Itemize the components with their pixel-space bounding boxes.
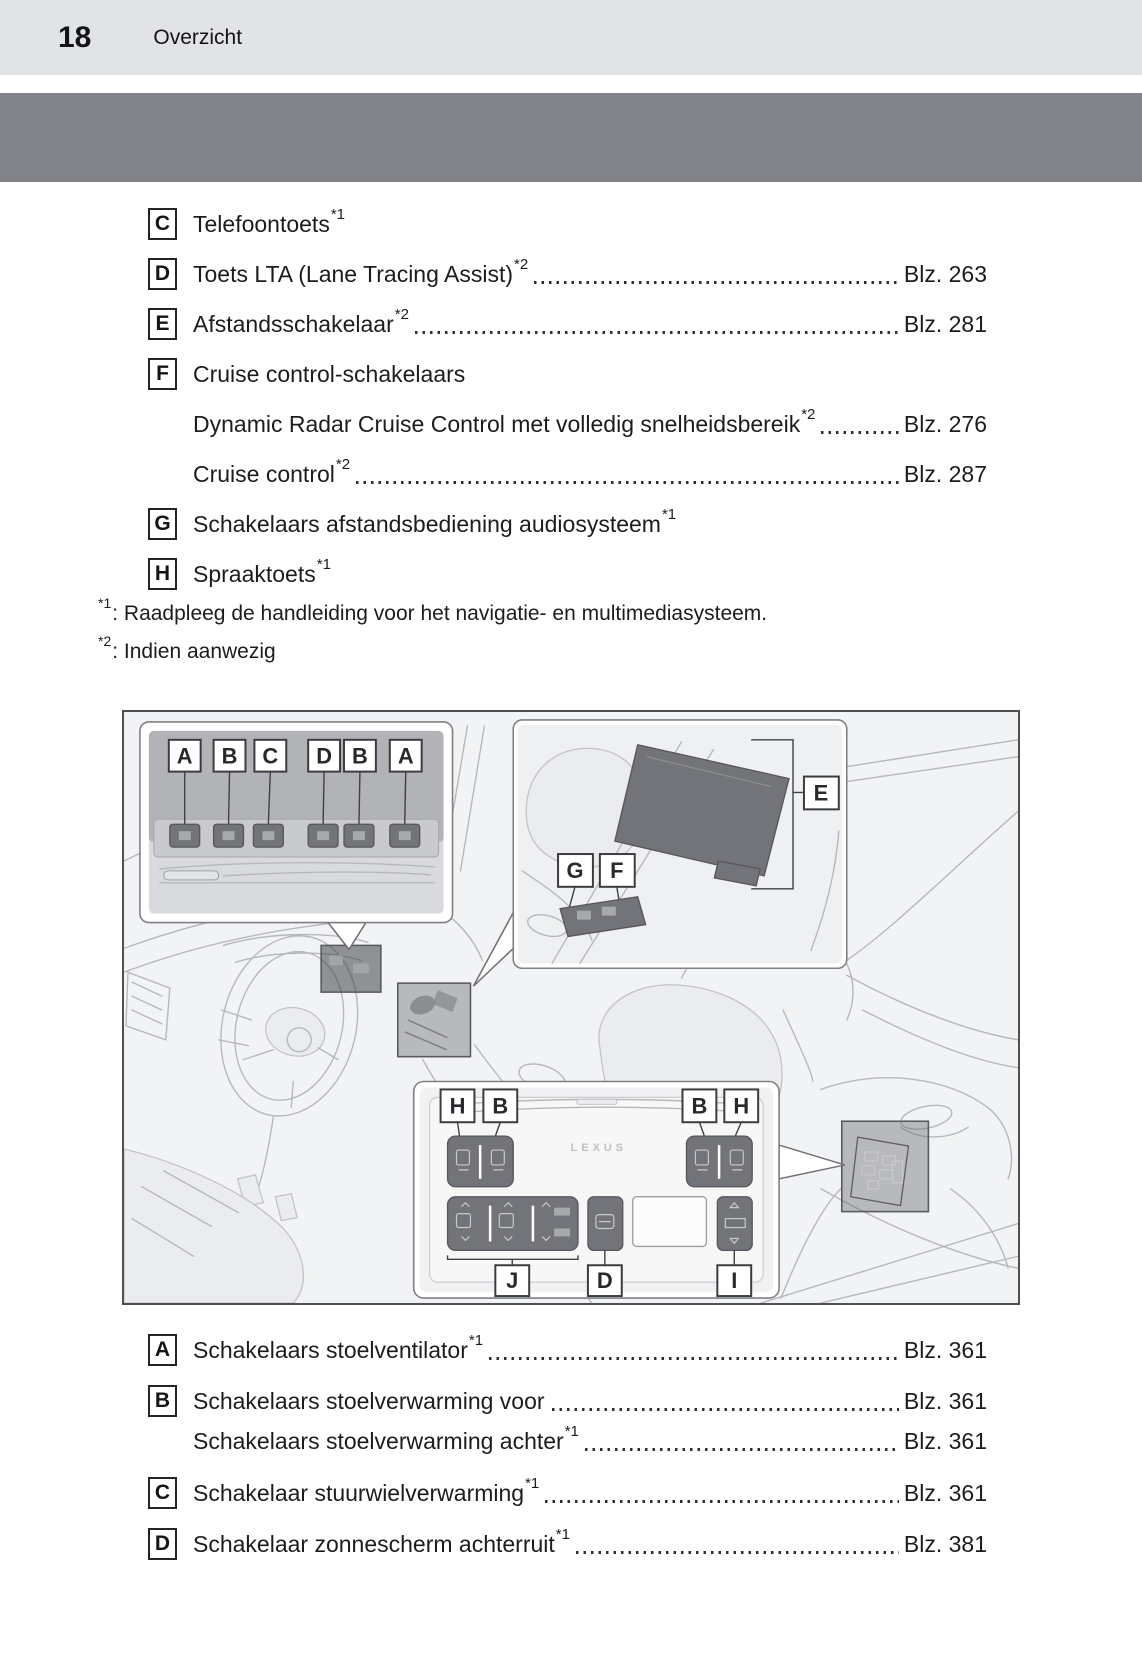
diagram-label: B bbox=[691, 1093, 708, 1119]
toc-row bbox=[148, 1476, 987, 1510]
diagram-label: H bbox=[449, 1093, 466, 1119]
footnote-marker: *2 bbox=[394, 306, 409, 324]
toc-row bbox=[148, 307, 987, 341]
footnote-marker: *1 bbox=[330, 206, 346, 224]
page-reference: Blz. 287 bbox=[903, 461, 987, 487]
toc-row bbox=[148, 207, 987, 241]
item-letter-badge: H bbox=[148, 558, 177, 590]
item-letter-badge: A bbox=[148, 1334, 177, 1366]
dot-leader bbox=[585, 1448, 899, 1451]
item-letter-badge: C bbox=[148, 1477, 177, 1509]
item-label: Cruise control bbox=[193, 461, 335, 487]
footnote-marker: *1 bbox=[98, 595, 112, 611]
page-header bbox=[0, 0, 1142, 75]
diagram-label: H bbox=[733, 1093, 750, 1119]
item-letter-badge: G bbox=[148, 508, 177, 540]
top-index-list bbox=[148, 207, 987, 607]
footnote-marker: *1 bbox=[564, 1423, 579, 1441]
toc-row bbox=[148, 357, 987, 391]
footnote-line bbox=[98, 592, 768, 625]
footnote-text: : Raadpleeg de handleiding voor het navigatie- en multimediasysteem. bbox=[112, 602, 768, 625]
page-reference: Blz. 276 bbox=[903, 411, 987, 437]
diagram-label: A bbox=[176, 743, 193, 769]
diagram-label: G bbox=[566, 857, 584, 883]
item-letter-badge: F bbox=[148, 358, 177, 390]
pointer-console bbox=[473, 913, 513, 987]
item-label: Schakelaars stoelverwarming voor bbox=[193, 1388, 545, 1414]
sunshade-pad bbox=[588, 1197, 623, 1251]
rear-panel-highlight bbox=[842, 1121, 929, 1211]
pointer-rear-panel bbox=[779, 1145, 845, 1179]
item-label: Schakelaar stuurwielverwarming bbox=[193, 1480, 525, 1506]
dot-leader bbox=[534, 281, 899, 284]
item-label: Schakelaars stoelverwarming achter bbox=[193, 1428, 564, 1454]
dot-leader bbox=[545, 1500, 899, 1503]
brand-text: LEXUS bbox=[570, 1142, 628, 1155]
footnote-marker: *1 bbox=[555, 1526, 570, 1544]
diagram-label: D bbox=[316, 743, 333, 769]
diagram-label: A bbox=[397, 743, 414, 769]
diagram-label: B bbox=[352, 743, 368, 769]
chapter-color-band bbox=[0, 93, 1142, 182]
item-label: Schakelaar zonnescherm achterruit bbox=[193, 1531, 555, 1557]
toc-row bbox=[148, 557, 987, 591]
toc-subrow bbox=[148, 457, 987, 491]
item-label: Spraaktoets bbox=[193, 561, 316, 587]
footnote-marker: *1 bbox=[525, 1475, 540, 1493]
footnote-marker: *1 bbox=[468, 1332, 484, 1350]
dot-leader bbox=[356, 481, 899, 484]
page-reference: Blz. 361 bbox=[903, 1388, 987, 1414]
page-reference: Blz. 361 bbox=[903, 1428, 987, 1454]
toc-row bbox=[148, 257, 987, 291]
page-reference: Blz. 361 bbox=[903, 1480, 987, 1506]
toc-row bbox=[148, 1384, 987, 1418]
bottom-index-list bbox=[148, 1333, 987, 1578]
diagram-label: C bbox=[262, 743, 279, 769]
dot-leader bbox=[576, 1551, 899, 1554]
diagram-label: E bbox=[813, 780, 829, 806]
page-reference: Blz. 361 bbox=[903, 1337, 987, 1363]
item-label: Schakelaars stoelventilator bbox=[193, 1337, 468, 1363]
steering-switch-highlight bbox=[321, 945, 381, 992]
dot-leader bbox=[489, 1357, 899, 1360]
footnote-marker: *2 bbox=[514, 256, 529, 274]
item-label: Toets LTA (Lane Tracing Assist) bbox=[193, 261, 514, 287]
item-letter-badge: D bbox=[148, 258, 177, 290]
inset-rear-panel bbox=[414, 1081, 779, 1298]
toc-row bbox=[148, 1527, 987, 1561]
footnote-marker: *1 bbox=[316, 556, 331, 574]
page-number: 18 bbox=[58, 20, 92, 54]
interior-diagram bbox=[122, 710, 1020, 1305]
inset-steering-switches bbox=[140, 722, 453, 923]
diagram-label: D bbox=[596, 1268, 613, 1294]
interior-diagram-svg bbox=[124, 712, 1018, 1303]
footnote-marker: *2 bbox=[98, 633, 112, 649]
item-label: Dynamic Radar Cruise Control met volledig snelheidsbereik bbox=[193, 411, 801, 437]
item-label: Schakelaars afstandsbediening audiosysteem bbox=[193, 511, 661, 537]
page-reference: Blz. 263 bbox=[903, 261, 987, 287]
footnotes bbox=[98, 592, 767, 668]
dot-leader bbox=[821, 431, 898, 434]
item-label: Telefoontoets bbox=[193, 211, 330, 237]
toc-row bbox=[148, 1333, 987, 1367]
item-label: Afstandsschakelaar bbox=[193, 311, 394, 337]
diagram-label: J bbox=[506, 1268, 519, 1294]
dot-leader bbox=[415, 331, 899, 334]
footnote-marker: *2 bbox=[801, 406, 816, 424]
item-label: Cruise control-schakelaars bbox=[193, 361, 466, 387]
footnote-text: : Indien aanwezig bbox=[112, 640, 276, 663]
diagram-label: F bbox=[610, 857, 624, 883]
section-title: Overzicht bbox=[153, 25, 243, 49]
footnote-line bbox=[98, 630, 767, 663]
item-letter-badge: B bbox=[148, 1385, 177, 1417]
toc-row bbox=[148, 507, 987, 541]
toc-subrow bbox=[148, 407, 987, 441]
toc-subrow bbox=[148, 1424, 987, 1458]
diagram-label: B bbox=[221, 743, 238, 769]
inset-console-touchpad bbox=[513, 720, 847, 968]
page-reference: Blz. 281 bbox=[903, 311, 987, 337]
footnote-marker: *2 bbox=[335, 456, 351, 474]
footnote-marker: *1 bbox=[661, 506, 677, 524]
blank-plate bbox=[633, 1197, 707, 1247]
diagram-label: I bbox=[731, 1268, 738, 1294]
item-letter-badge: C bbox=[148, 208, 177, 240]
item-letter-badge: E bbox=[148, 308, 177, 340]
item-letter-badge: D bbox=[148, 1528, 177, 1560]
diagram-label: B bbox=[492, 1093, 509, 1119]
dot-leader bbox=[552, 1408, 899, 1411]
console-switch-highlight bbox=[398, 983, 471, 1057]
page-reference: Blz. 381 bbox=[903, 1531, 987, 1557]
